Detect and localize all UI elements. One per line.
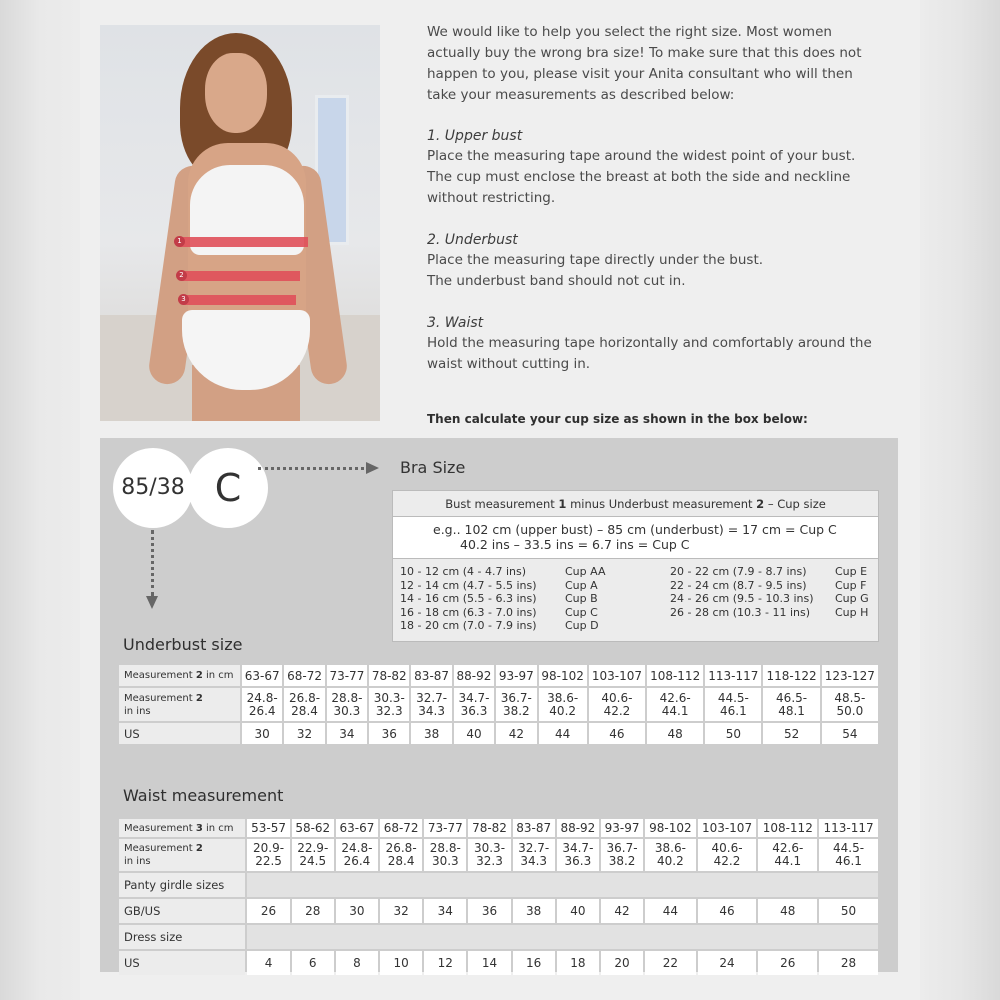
- formula-part: Bust measurement: [445, 497, 555, 511]
- row-label: US: [119, 951, 245, 975]
- cell: 34.7- 36.3: [454, 688, 494, 721]
- cell: 98-102: [539, 665, 587, 686]
- model-face: [205, 53, 267, 133]
- cup-name: Cup H: [835, 605, 869, 619]
- waist-us-row: [119, 951, 878, 975]
- cell: 40: [454, 723, 494, 744]
- cell: 44.5- 46.1: [705, 688, 761, 721]
- cell: 63-67: [242, 665, 282, 686]
- step-title: 2. Underbust: [427, 232, 518, 248]
- cell: 36: [468, 899, 510, 923]
- cup-range: 24 - 26 cm (9.5 - 10.3 ins): [670, 592, 814, 605]
- cell: 24.8- 26.4: [242, 688, 282, 721]
- size-circle: 85/38: [113, 448, 193, 528]
- cell: 78-82: [369, 665, 409, 686]
- cell: 30: [242, 723, 282, 744]
- cup-range: 26 - 28 cm (10.3 - 11 ins): [670, 605, 811, 619]
- cell: 68-72: [380, 819, 422, 837]
- step-waist: [427, 313, 877, 375]
- cell: 103-107: [589, 665, 645, 686]
- cell: 108-112: [647, 665, 703, 686]
- cell: 24: [698, 951, 757, 975]
- cell: 58-62: [292, 819, 334, 837]
- panty-label-row: [119, 873, 878, 897]
- cell: 42: [496, 723, 536, 744]
- cell: 26: [247, 899, 289, 923]
- cell: 36.7- 38.2: [496, 688, 536, 721]
- cell: 73-77: [424, 819, 466, 837]
- row-label: US: [119, 723, 240, 744]
- cup-table: [392, 559, 879, 642]
- cup-name: Cup F: [835, 578, 867, 592]
- blank-cell: [247, 925, 878, 949]
- cup-name: Cup G: [835, 592, 869, 605]
- dotted-line-down: [151, 530, 154, 596]
- cup-range: 12 - 14 cm (4.7 - 5.5 ins): [400, 578, 537, 592]
- cup-range: 14 - 16 cm (5.5 - 6.3 ins): [400, 592, 537, 605]
- cell: 48: [647, 723, 703, 744]
- cell: 118-122: [763, 665, 819, 686]
- formula-num: 1: [558, 497, 567, 511]
- cell: 26.8- 28.4: [380, 839, 422, 871]
- cell: 93-97: [601, 819, 643, 837]
- cell: 108-112: [758, 819, 817, 837]
- cell: 48.5- 50.0: [822, 688, 878, 721]
- cell: 103-107: [698, 819, 757, 837]
- cell: 40.6- 42.2: [698, 839, 757, 871]
- cell: 38: [513, 899, 555, 923]
- measure-band-waist: [184, 295, 296, 305]
- formula-part: – Cup size: [767, 497, 826, 511]
- cell: 6: [292, 951, 334, 975]
- cup-names-right: [835, 565, 869, 619]
- cell: 68-72: [284, 665, 324, 686]
- cell: 83-87: [411, 665, 451, 686]
- waist-title: Waist measurement: [123, 786, 284, 805]
- cell: 36.7- 38.2: [601, 839, 643, 871]
- label-num: 2: [195, 670, 203, 681]
- cell: 34.7- 36.3: [557, 839, 599, 871]
- cell: 12: [424, 951, 466, 975]
- cell: 44.5- 46.1: [819, 839, 878, 871]
- cell: 63-67: [336, 819, 378, 837]
- underbust-table: [117, 663, 880, 746]
- step-text: The underbust band should not cut in.: [427, 273, 686, 289]
- arrow-right-icon: [366, 462, 379, 474]
- cup-name: Cup E: [835, 565, 868, 578]
- cell: 83-87: [513, 819, 555, 837]
- formula-example: [393, 517, 878, 558]
- label-text: Measurement: [124, 843, 196, 854]
- cell: 53-57: [247, 819, 289, 837]
- cell: 113-117: [705, 665, 761, 686]
- cup-range: 22 - 24 cm (8.7 - 9.5 ins): [670, 578, 807, 592]
- cell: 113-117: [819, 819, 878, 837]
- step-underbust: [427, 230, 877, 292]
- label-text: Measurement: [124, 692, 196, 704]
- cup-name: Cup D: [565, 619, 599, 632]
- cell: 32: [380, 899, 422, 923]
- cell: 22: [645, 951, 695, 975]
- underbust-cm-row: [119, 665, 878, 686]
- label-text: in ins: [124, 705, 151, 717]
- cell: 28: [819, 951, 878, 975]
- cell: 38: [411, 723, 451, 744]
- cell: 88-92: [557, 819, 599, 837]
- cup-ranges-right: [670, 565, 814, 619]
- waist-table: [117, 817, 880, 977]
- label-num: 3: [195, 822, 203, 834]
- cell: 34: [424, 899, 466, 923]
- size-chart-box: [100, 438, 898, 972]
- label-num: 2: [195, 843, 203, 854]
- row-label: [119, 688, 240, 721]
- cell: 28.8- 30.3: [327, 688, 367, 721]
- cell: 50: [705, 723, 761, 744]
- cup-range: 10 - 12 cm (4 - 4.7 ins): [400, 565, 527, 578]
- cell: 44: [645, 899, 695, 923]
- step-text: Place the measuring tape around the widest point of your bust. The cup must enclose the breast at both the side and neckline without restricting.: [427, 148, 856, 206]
- cell: 50: [819, 899, 878, 923]
- example-cm: e.g.. 102 cm (upper bust) – 85 cm (underbust) = 17 cm = Cup C: [433, 522, 837, 537]
- cell: 8: [336, 951, 378, 975]
- cup-name: Cup A: [565, 578, 598, 592]
- cell: 20: [601, 951, 643, 975]
- cell: 44: [539, 723, 587, 744]
- cell: 24.8- 26.4: [336, 839, 378, 871]
- cell: 46: [698, 899, 757, 923]
- cell: 10: [380, 951, 422, 975]
- cell: 54: [822, 723, 878, 744]
- row-label: [119, 819, 245, 837]
- intro-paragraph: We would like to help you select the right size. Most women actually buy the wrong bra size! To make sure that this does not happen to you, please visit your Anita consultant who will then take your measurements as described below:: [427, 24, 862, 103]
- bra-size-title: Bra Size: [400, 458, 466, 477]
- cup-name: Cup B: [565, 592, 598, 605]
- cell: 26.8- 28.4: [284, 688, 324, 721]
- cup-formula: [392, 490, 879, 559]
- cell: 32.7- 34.3: [411, 688, 451, 721]
- row-label: Panty girdle sizes: [119, 873, 245, 897]
- label-text: Measurement: [124, 822, 196, 834]
- band-number-2: 2: [176, 270, 187, 281]
- measure-band-underbust: [182, 271, 300, 281]
- cell: 36: [369, 723, 409, 744]
- cup-name: Cup AA: [565, 565, 606, 578]
- formula-header: [393, 491, 878, 517]
- label-text: in cm: [202, 822, 234, 834]
- formula-part: minus Underbust measurement: [570, 497, 753, 511]
- cell: 78-82: [468, 819, 510, 837]
- step-text: Place the measuring tape directly under the bust.: [427, 252, 764, 268]
- cell: 28: [292, 899, 334, 923]
- underbust-title: Underbust size: [123, 635, 243, 654]
- step-upper-bust: [427, 126, 877, 209]
- cell: 93-97: [496, 665, 536, 686]
- label-text: in cm: [202, 670, 234, 681]
- cup-ranges-left: [400, 565, 537, 633]
- cell: 18: [557, 951, 599, 975]
- label-text: in ins: [124, 856, 151, 867]
- cell: 32: [284, 723, 324, 744]
- cup-circle: C: [188, 448, 268, 528]
- cell: 38.6- 40.2: [645, 839, 695, 871]
- dress-label-row: [119, 925, 878, 949]
- cell: 46: [589, 723, 645, 744]
- waist-gb-row: [119, 899, 878, 923]
- blank-cell: [247, 873, 878, 897]
- calc-instruction: Then calculate your cup size as shown in the box below:: [427, 412, 808, 426]
- step-title: 1. Upper bust: [427, 128, 523, 144]
- cell: 20.9- 22.5: [247, 839, 289, 871]
- underbust-us-row: [119, 723, 878, 744]
- cell: 88-92: [454, 665, 494, 686]
- cell: 14: [468, 951, 510, 975]
- cell: 42: [601, 899, 643, 923]
- cup-range: 18 - 20 cm (7.0 - 7.9 ins): [400, 619, 537, 632]
- cell: 123-127: [822, 665, 878, 686]
- cell: 32.7- 34.3: [513, 839, 555, 871]
- cell: 30: [336, 899, 378, 923]
- intro-text: [427, 22, 877, 430]
- step-text: Hold the measuring tape horizontally and comfortably around the waist without cutting in.: [427, 335, 872, 372]
- cell: 46.5- 48.1: [763, 688, 819, 721]
- cell: 30.3- 32.3: [369, 688, 409, 721]
- cell: 98-102: [645, 819, 695, 837]
- cell: 48: [758, 899, 817, 923]
- cell: 4: [247, 951, 289, 975]
- cell: 34: [327, 723, 367, 744]
- cup-range: 20 - 22 cm (7.9 - 8.7 ins): [670, 565, 807, 578]
- cell: 73-77: [327, 665, 367, 686]
- cup-range: 16 - 18 cm (6.3 - 7.0 ins): [400, 605, 537, 619]
- cell: 28.8- 30.3: [424, 839, 466, 871]
- cell: 16: [513, 951, 555, 975]
- cell: 22.9- 24.5: [292, 839, 334, 871]
- underbust-ins-row: [119, 688, 878, 721]
- model-photo: [100, 25, 380, 421]
- cell: 30.3- 32.3: [468, 839, 510, 871]
- row-label: [119, 839, 245, 871]
- label-text: Measurement: [124, 670, 196, 681]
- step-title: 3. Waist: [427, 315, 484, 331]
- row-label: [119, 665, 240, 686]
- example-ins: 40.2 ins – 33.5 ins = 6.7 ins = Cup C: [460, 537, 690, 552]
- cell: 42.6- 44.1: [758, 839, 817, 871]
- band-number-1: 1: [174, 236, 185, 247]
- cell: 40.6- 42.2: [589, 688, 645, 721]
- cell: 38.6- 40.2: [539, 688, 587, 721]
- band-number-3: 3: [178, 294, 189, 305]
- measure-band-upper-bust: [180, 237, 308, 247]
- row-label: GB/US: [119, 899, 245, 923]
- cup-name: Cup C: [565, 605, 598, 619]
- cup-names-left: [565, 565, 606, 633]
- cell: 52: [763, 723, 819, 744]
- cell: 40: [557, 899, 599, 923]
- waist-cm-row: [119, 819, 878, 837]
- formula-num: 2: [756, 497, 765, 511]
- row-label: Dress size: [119, 925, 245, 949]
- dotted-line-right: [258, 467, 370, 470]
- waist-ins-row: [119, 839, 878, 871]
- cell: 26: [758, 951, 817, 975]
- arrow-down-icon: [146, 596, 158, 609]
- cell: 42.6- 44.1: [647, 688, 703, 721]
- label-num: 2: [195, 692, 203, 704]
